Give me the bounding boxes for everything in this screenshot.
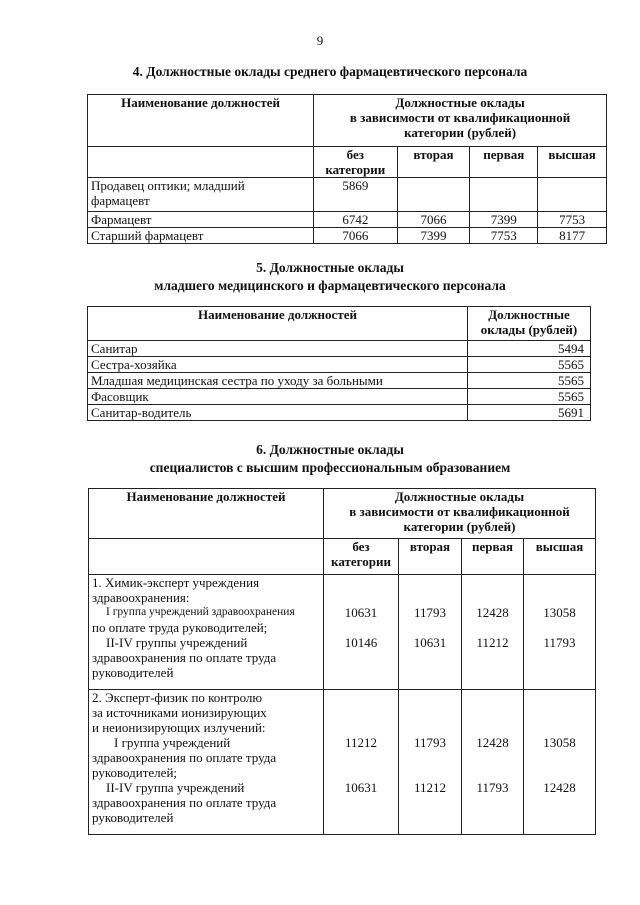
page-number: 9	[316, 33, 324, 48]
s4-header-cat-top: высшая	[538, 147, 607, 178]
s6-header-cat1: первая	[462, 539, 524, 575]
section4-table	[87, 94, 607, 244]
s4-header-cat1: первая	[470, 147, 538, 178]
table-row: Сестра-хозяйка 5565	[88, 357, 591, 373]
s6-header-salaries: Должностные оклады в зависимости от квалификационной категории (рублей)	[324, 489, 596, 539]
s5-header-salary: Должностные оклады (рублей)	[468, 307, 591, 341]
s4-header-cat2: вторая	[397, 147, 470, 178]
section5-table	[87, 306, 591, 421]
table-row: Фасовщик 5565	[88, 389, 591, 405]
s6-header-cat0: без категории	[324, 539, 399, 575]
s6-header-cat2: вторая	[399, 539, 462, 575]
table-row: Санитар-водитель 5691	[88, 405, 591, 421]
section5-title: 5. Должностные оклады младшего медицинского и фармацевтического персонала	[154, 260, 506, 293]
section6-table	[88, 488, 596, 835]
table-row: Фармацевт 6742 7066 7399 7753	[88, 212, 607, 228]
table-row: Продавец оптики; младший фармацевт 5869	[88, 178, 607, 212]
table-row: Младшая медицинская сестра по уходу за больными 5565	[88, 373, 591, 389]
s5-header-name: Наименование должностей	[88, 307, 468, 341]
table-row: Санитар 5494	[88, 341, 591, 357]
table-row: 2. Эксперт-физик по контролю за источниками ионизирующих и неионизирующих излучений: I группа учреждений здравоохранения по оплате труда руководителей; II-IV группа учреждений здравоохранения по оплате труда руководителей 11212 10631 11793 11212 12428 11793 13058 12428	[89, 690, 596, 835]
s4-header-cat0: без категории	[314, 147, 397, 178]
s4-header-name: Наименование должностей	[88, 95, 314, 147]
table-row: 1. Химик-эксперт учреждения здравоохранения: I группа учреждений здравоохранения по оплате труда руководителей; II-IV группы учреждений здравоохранения по оплате труда руководителей 10631 10146 11793 10631 12428 11212 13058 11793	[89, 575, 596, 690]
s6-header-name: Наименование должностей	[89, 489, 324, 539]
section4-title: 4. Должностные оклады среднего фармацевтического персонала	[132, 64, 528, 79]
s6-header-cat-top: высшая	[524, 539, 596, 575]
table-row: Старший фармацевт 7066 7399 7753 8177	[88, 228, 607, 244]
s4-header-salaries: Должностные оклады в зависимости от квалификационной категории (рублей)	[314, 95, 607, 147]
section6-title: 6. Должностные оклады специалистов с высшим профессиональным образованием	[149, 442, 511, 475]
